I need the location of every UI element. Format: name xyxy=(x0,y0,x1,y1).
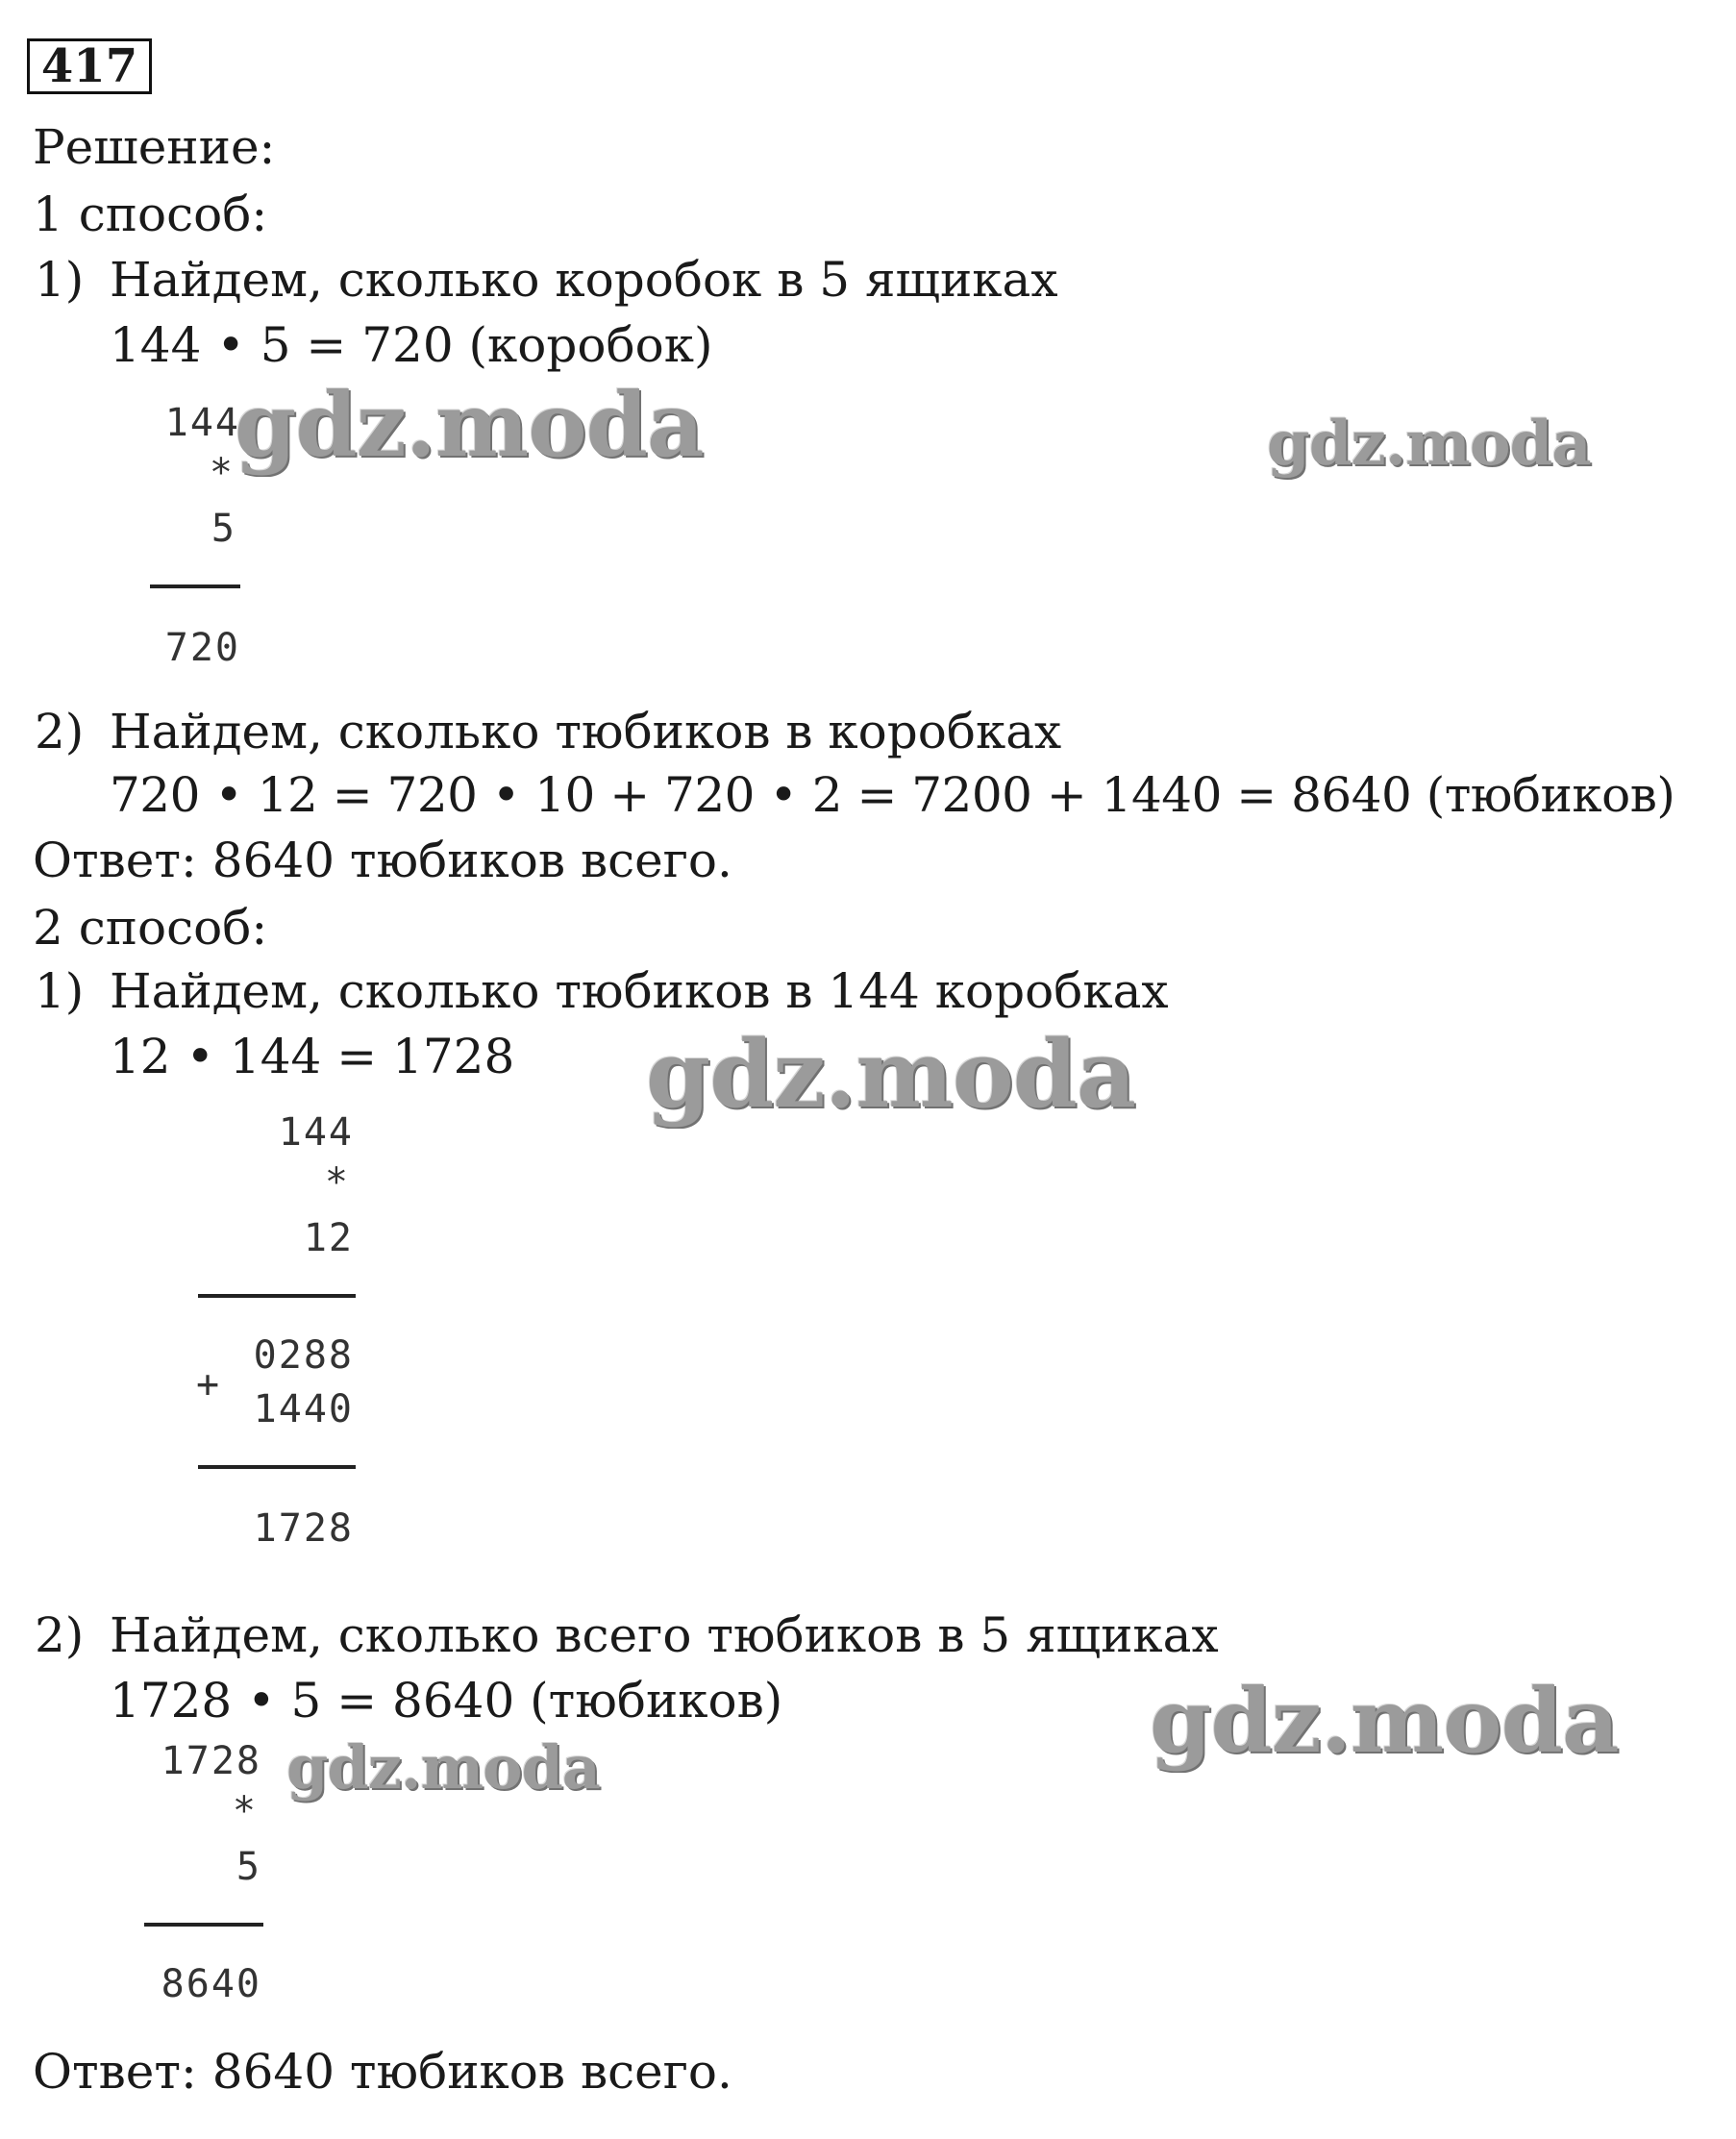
m2-col1-rule1 xyxy=(198,1294,356,1298)
method1-step1-equation: 144 • 5 = 720 (коробок) xyxy=(110,317,713,373)
method1-step2-number: 2) xyxy=(35,704,85,759)
task-number: 417 xyxy=(27,38,152,94)
method2-answer: Ответ: 8640 тюбиков всего. xyxy=(33,2044,732,2100)
method1-answer: Ответ: 8640 тюбиков всего. xyxy=(33,833,732,888)
m2-col1-rule2 xyxy=(198,1465,356,1469)
method2-step1-equation: 12 • 144 = 1728 xyxy=(110,1029,515,1084)
method2-step2-number: 2) xyxy=(35,1607,85,1663)
m2-col1-top: 144 xyxy=(278,1110,354,1155)
solution-heading: Решение: xyxy=(33,119,276,175)
method2-step2-text: Найдем, сколько всего тюбиков в 5 ящиках xyxy=(110,1607,1219,1663)
m2-col1-bottom: 12 xyxy=(303,1216,354,1260)
method2-step1-text: Найдем, сколько тюбиков в 144 коробках xyxy=(110,963,1169,1019)
method1-step1-text: Найдем, сколько коробок в 5 ящиках xyxy=(110,252,1058,308)
m2-col2-result: 8640 xyxy=(161,1962,261,2006)
watermark-logo: gdz.moda xyxy=(1267,408,1591,480)
m1-col-top: 144 xyxy=(164,401,240,445)
m2-col1-partial2: 1440 xyxy=(253,1387,354,1431)
m2-col1-partial1: 0288 xyxy=(253,1333,354,1378)
m2-col2-bottom: 5 xyxy=(236,1845,261,1889)
m1-col-result: 720 xyxy=(164,626,240,670)
watermark-logo: gdz.moda xyxy=(1150,1669,1619,1773)
method1-step2-equation: 720 • 12 = 720 • 10 + 720 • 2 = 7200 + 1440 = 8640 (тюбиков) xyxy=(110,767,1675,823)
method2-step2-equation: 1728 • 5 = 8640 (тюбиков) xyxy=(110,1673,783,1729)
method2-label: 2 способ: xyxy=(33,900,268,956)
method1-label: 1 способ: xyxy=(33,187,268,242)
m2-col1-plus: + xyxy=(196,1362,222,1406)
m2-col1-result: 1728 xyxy=(253,1506,354,1551)
m2-col2-rule xyxy=(144,1923,263,1927)
m1-col-sign: * xyxy=(209,451,235,495)
method2-step1-number: 1) xyxy=(35,963,85,1019)
m2-col1-sign: * xyxy=(324,1160,350,1205)
watermark-logo: gdz.moda xyxy=(286,1732,600,1803)
m2-col2-top: 1728 xyxy=(161,1739,261,1783)
watermark-logo: gdz.moda xyxy=(235,373,704,477)
method1-step1-number: 1) xyxy=(35,252,85,308)
method1-step2-text: Найдем, сколько тюбиков в коробках xyxy=(110,704,1062,759)
m1-col-rule xyxy=(150,584,240,588)
m1-col-bottom: 5 xyxy=(211,507,236,551)
watermark-logo: gdz.moda xyxy=(646,1020,1136,1129)
m2-col2-sign: * xyxy=(232,1789,258,1833)
